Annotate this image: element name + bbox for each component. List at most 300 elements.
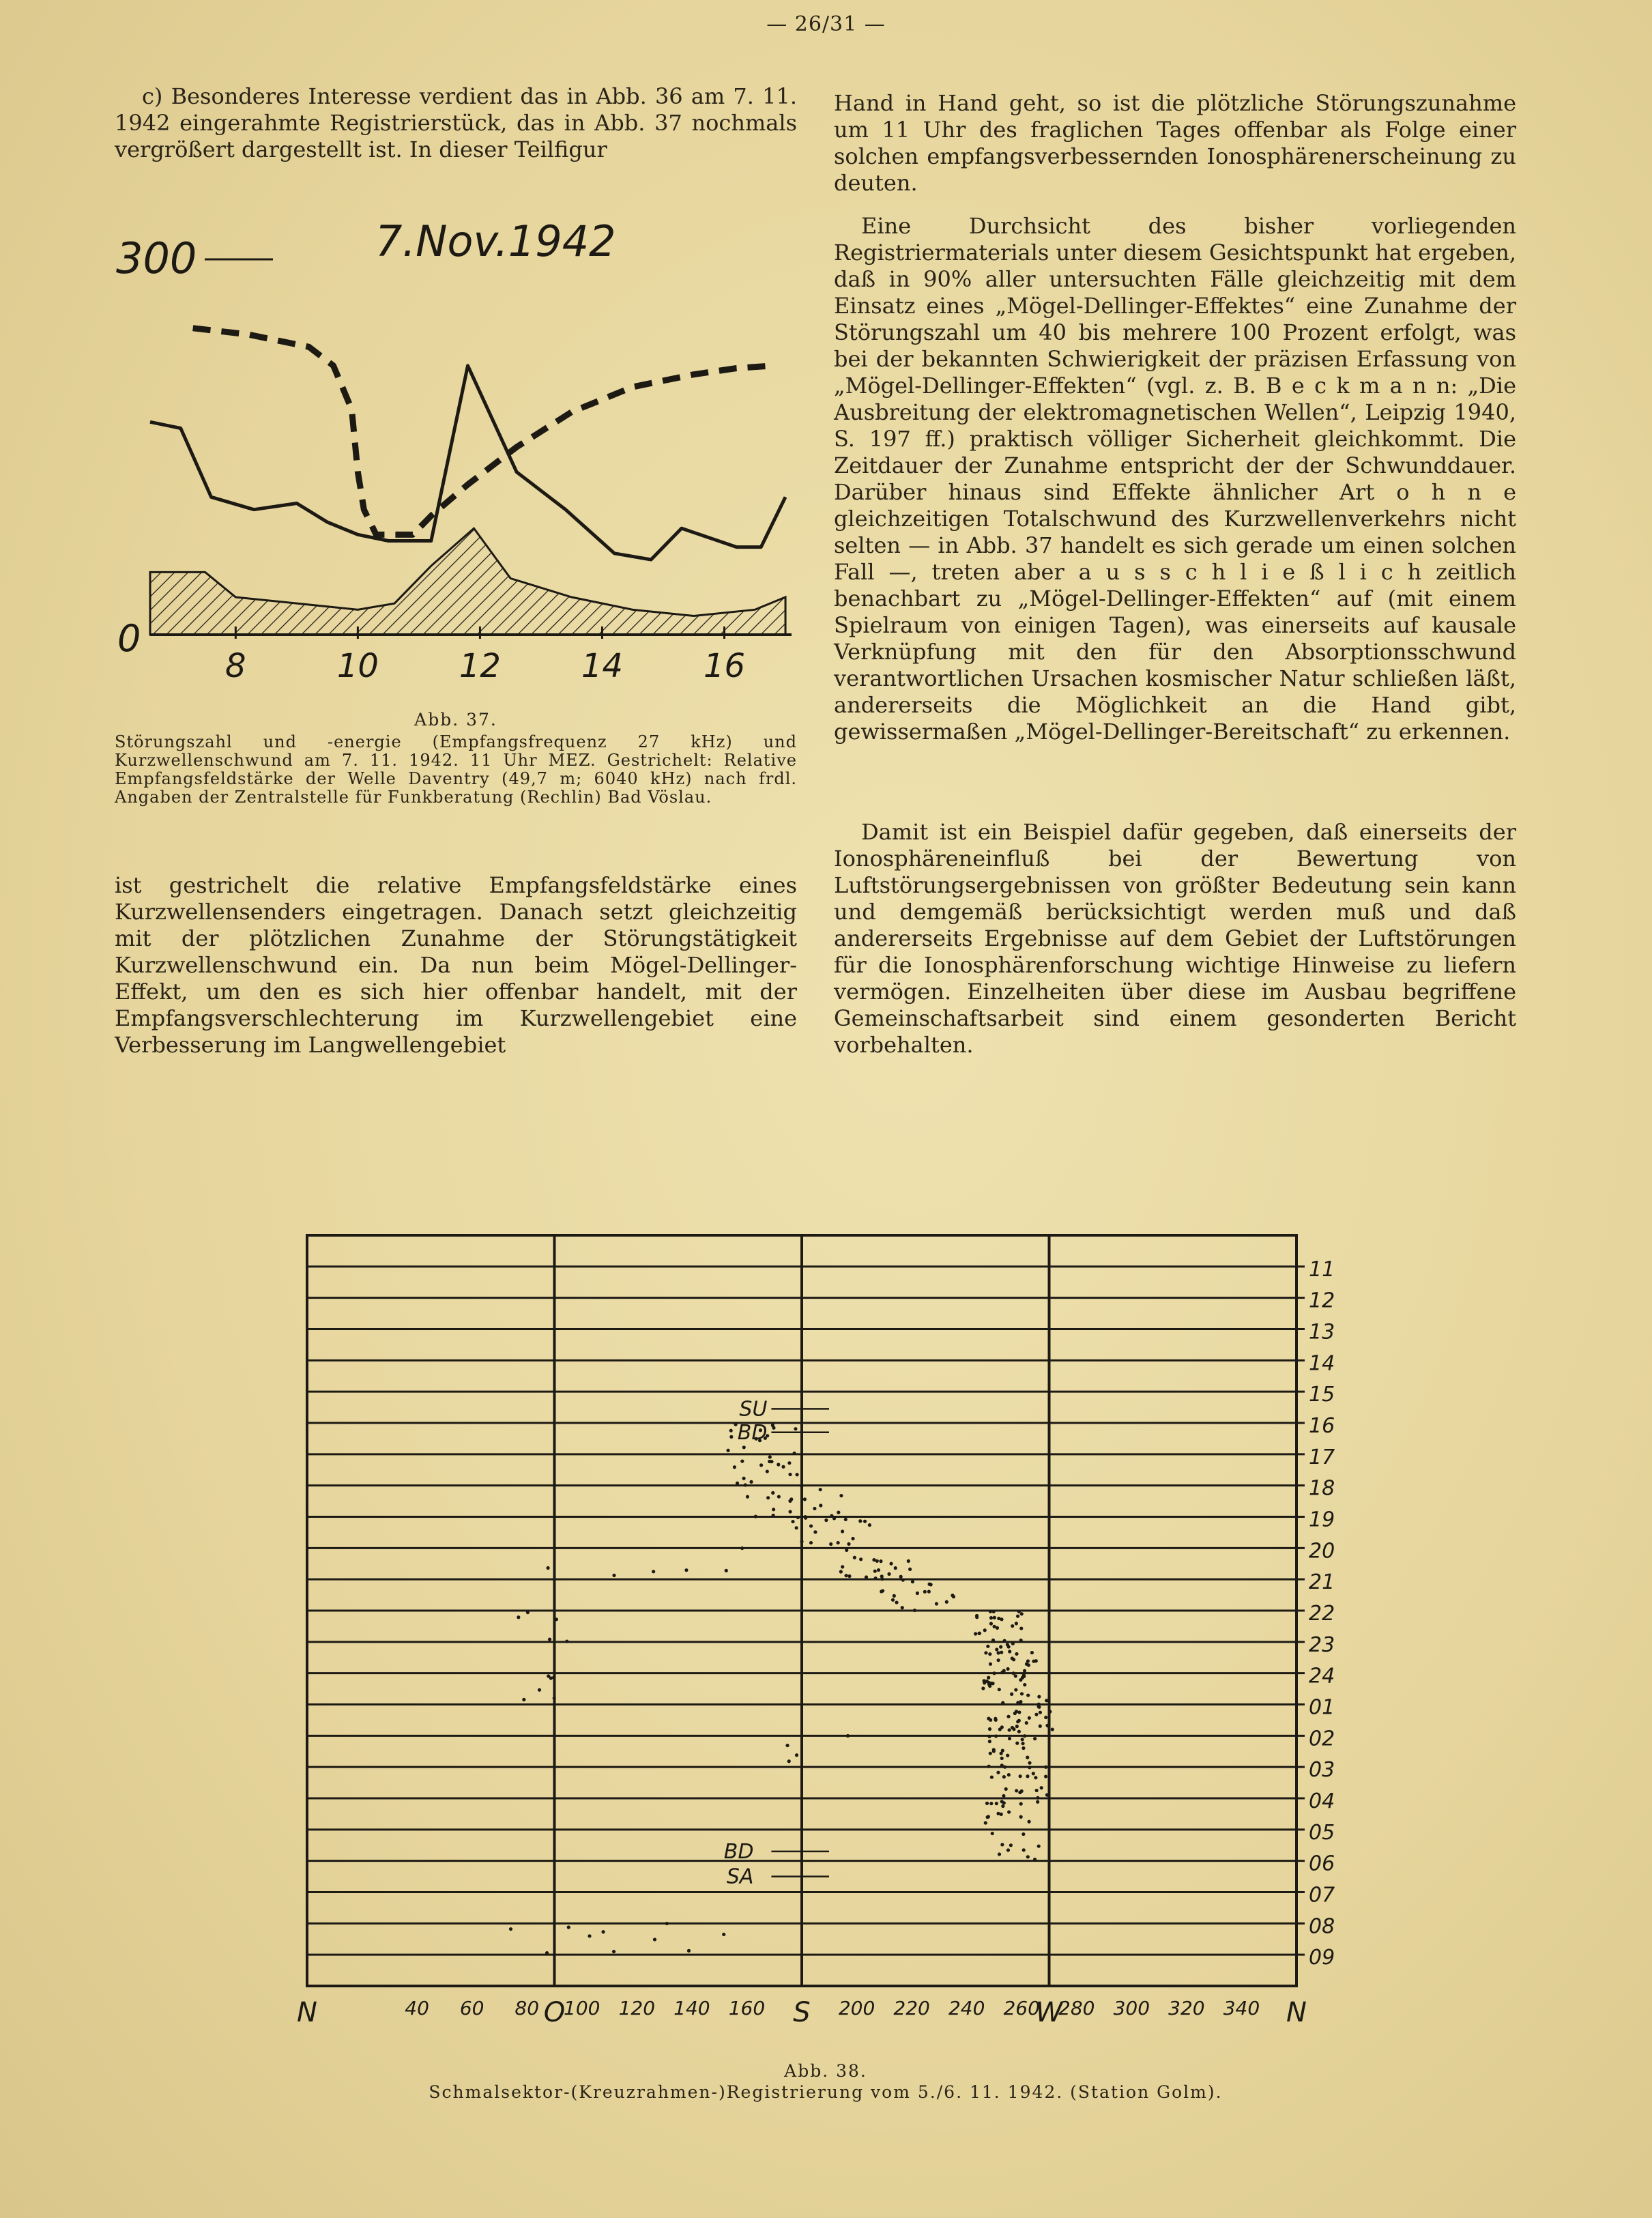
abb37-chart bbox=[109, 205, 798, 685]
abb38-dot bbox=[725, 1569, 728, 1572]
abb38-dot bbox=[612, 1950, 615, 1953]
abb38-dot bbox=[1028, 1766, 1031, 1769]
abb38-dot bbox=[1015, 1789, 1018, 1792]
abb38-ytick-12: 12 bbox=[1309, 1288, 1335, 1313]
abb38-dot bbox=[846, 1734, 850, 1738]
abb38-dot bbox=[872, 1558, 875, 1561]
abb38-dot bbox=[772, 1514, 775, 1517]
abb38-dot bbox=[1008, 1737, 1011, 1740]
abb38-dot bbox=[951, 1594, 954, 1597]
abb38-dot bbox=[1007, 1728, 1011, 1731]
abb38-dot bbox=[985, 1680, 989, 1683]
abb38-dot bbox=[1008, 1650, 1011, 1653]
abb38-dot bbox=[1015, 1652, 1018, 1656]
abb38-dot bbox=[995, 1802, 998, 1805]
abb38-dot bbox=[945, 1600, 948, 1604]
abb38-title: Abb. 38. bbox=[784, 2061, 867, 2081]
abb38-dot bbox=[722, 1933, 725, 1936]
paragraph-right-2: Eine Durchsicht des bisher vorliegenden Registriermaterials unter diesem Gesichtspunkt hat ergeben, daß in 90% aller untersuchten Fälle gleichzeitig mit dem Einsatz eines „Mögel-Dellinger-Effektes“ eine Zunahme der Störungszahl um 40 bis mehrere 100 Prozent erfolgt, was bei der bekannten Schwierigkeit der präzisen Erfassung von „Mögel-Dellinger-Effekten“ (vgl. z. B. B e c k m a n n: „Die Ausbreitung der elektromagnetischen Wellen“, Leipzig 1940, S. 197 ff.) praktisch völliger Sicherheit gleichkommt. Die Zeitdauer der Zunahme entspricht der der Schwunddauer. Darüber hinaus sind Effekte ähnlicher Art o h n e gleichzeitigen Totalschwund des Kurzwellenverkehrs nicht selten — in Abb. 37 handelt es sich gerade um einen solchen Fall —, treten aber a u s s c h l i e ß l i c h zeitlich benachbart zu „Mögel-Dellinger-Effekten“ auf (mit einem Spielraum von einigen Tagen), was einerseits auf kausale Verknüpfung mit den für den Absorptionsschwund verantwortlichen Ursachen kosmischer Natur schließen läßt, andererseits die Möglichkeit an die Hand gibt, gewissermaßen „Mögel-Dellinger-Bereitschaft“ zu erkennen. bbox=[834, 213, 1516, 745]
abb38-ytick-02: 02 bbox=[1309, 1727, 1335, 1751]
abb38-dot bbox=[746, 1495, 749, 1499]
abb38-dot bbox=[787, 1759, 791, 1763]
abb38-dot bbox=[1021, 1676, 1024, 1680]
abb38-dot bbox=[1022, 1848, 1026, 1852]
abb38-dot bbox=[1002, 1775, 1006, 1778]
abb38-dot bbox=[809, 1541, 813, 1544]
abb38-dot bbox=[1037, 1695, 1041, 1698]
abb37-title: Abb. 37. bbox=[414, 710, 497, 730]
abb38-dot bbox=[844, 1518, 847, 1521]
abb38-dot bbox=[1033, 1737, 1037, 1740]
abb38-dot bbox=[772, 1508, 775, 1511]
abb38-dot bbox=[788, 1473, 792, 1476]
abb38-ytick-24: 24 bbox=[1309, 1664, 1335, 1688]
abb38-dot bbox=[687, 1949, 691, 1953]
abb38-xtick-280: 280 bbox=[1058, 1997, 1095, 2019]
abb38-dot bbox=[863, 1520, 867, 1523]
abb38-dot bbox=[927, 1590, 931, 1594]
abb38-marker-SA: SA bbox=[726, 1864, 754, 1889]
abb38-dot bbox=[729, 1435, 733, 1439]
abb38-dot bbox=[1048, 1710, 1052, 1713]
abb38-dot bbox=[1004, 1787, 1008, 1791]
abb38-xtick-220: 220 bbox=[893, 1997, 930, 2019]
abb38-dot bbox=[1011, 1656, 1014, 1660]
abb38-dot bbox=[837, 1541, 840, 1544]
abb38-dot bbox=[1019, 1639, 1023, 1642]
abb38-dot bbox=[981, 1686, 985, 1690]
abb38-dot bbox=[733, 1465, 736, 1469]
abb38-dot bbox=[1006, 1715, 1010, 1718]
abb38-dot bbox=[565, 1639, 568, 1643]
abb38-dot bbox=[989, 1718, 992, 1722]
abb38-dot bbox=[1007, 1773, 1011, 1776]
abb38-dot bbox=[987, 1765, 991, 1768]
abb38-dot bbox=[996, 1771, 1000, 1774]
abb38-xtick-100: 100 bbox=[564, 1997, 600, 2019]
abb38-xtick-N: N bbox=[297, 1997, 317, 2028]
abb38-ytick-22: 22 bbox=[1309, 1602, 1335, 1626]
abb38-dot bbox=[809, 1524, 813, 1527]
abb38-dot bbox=[601, 1930, 605, 1933]
abb38-dot bbox=[803, 1497, 807, 1501]
abb38-dot bbox=[1032, 1772, 1035, 1775]
abb38-dot bbox=[1045, 1699, 1048, 1702]
abb38-ytick-16: 16 bbox=[1309, 1414, 1335, 1438]
chart37-xtick-8: 8 bbox=[225, 647, 246, 685]
abb38-dot bbox=[986, 1815, 989, 1819]
abb38-xtick-320: 320 bbox=[1168, 1997, 1205, 2019]
abb38-dot bbox=[894, 1566, 897, 1570]
abb38-dot bbox=[1019, 1774, 1022, 1778]
abb38-dot bbox=[1027, 1663, 1030, 1667]
abb38-dot bbox=[770, 1460, 773, 1463]
chart37-xtick-12: 12 bbox=[459, 647, 501, 685]
abb38-dot bbox=[522, 1698, 525, 1701]
chart37-title: 7.Nov.1942 bbox=[375, 216, 616, 266]
abb38-dot bbox=[844, 1574, 847, 1577]
abb38-dot bbox=[1028, 1716, 1031, 1720]
abb38-dot bbox=[1015, 1622, 1018, 1625]
abb38-dot bbox=[984, 1651, 987, 1654]
abb38-dot bbox=[901, 1606, 904, 1609]
chart37-ytick-300: 300 bbox=[116, 233, 197, 283]
abb38-dot bbox=[989, 1752, 992, 1755]
abb38-xtick-40: 40 bbox=[405, 1997, 429, 2019]
abb38-dot bbox=[1017, 1730, 1021, 1733]
abb38-dot bbox=[1016, 1701, 1019, 1704]
abb38-dot bbox=[555, 1617, 558, 1621]
abb38-ytick-19: 19 bbox=[1309, 1508, 1335, 1532]
abb38-marker-SU: SU bbox=[739, 1397, 768, 1422]
abb38-dot bbox=[891, 1598, 895, 1602]
abb38-dot bbox=[873, 1576, 877, 1580]
abb38-dot bbox=[841, 1529, 844, 1533]
abb38-dot bbox=[887, 1572, 890, 1576]
abb38-dot bbox=[1044, 1766, 1047, 1769]
abb38-dot bbox=[998, 1688, 1001, 1691]
abb38-dot bbox=[813, 1507, 816, 1510]
abb38-dot bbox=[851, 1537, 854, 1540]
abb38-dot bbox=[1021, 1746, 1025, 1750]
abb38-dot bbox=[858, 1519, 862, 1523]
abb38-dot bbox=[1000, 1757, 1004, 1760]
abb38-dot bbox=[1000, 1651, 1003, 1654]
abb38-dot bbox=[791, 1520, 794, 1523]
abb38-dot bbox=[1015, 1742, 1019, 1745]
abb38-dot bbox=[1019, 1802, 1023, 1806]
abb38-dot bbox=[1000, 1800, 1004, 1803]
abb38-dot bbox=[1017, 1610, 1021, 1613]
abb38-dot bbox=[907, 1559, 910, 1563]
abb38-dot bbox=[819, 1488, 822, 1491]
abb38-dot bbox=[1001, 1748, 1004, 1752]
abb38-dot bbox=[726, 1449, 729, 1452]
abb38-xtick-160: 160 bbox=[728, 1997, 766, 2019]
abb38-dot bbox=[1034, 1776, 1037, 1779]
abb38-dot bbox=[975, 1615, 979, 1619]
abb38-dot bbox=[868, 1523, 871, 1527]
abb38-dot bbox=[1036, 1796, 1039, 1800]
abb38-dot bbox=[1006, 1667, 1009, 1671]
abb38-dot bbox=[839, 1570, 843, 1573]
abb38-dot bbox=[1012, 1727, 1015, 1731]
abb38-dot bbox=[998, 1852, 1001, 1856]
abb38-dot bbox=[1018, 1791, 1021, 1794]
abb38-dot bbox=[1015, 1725, 1019, 1728]
abb38-dot bbox=[1020, 1692, 1024, 1695]
abb38-dot bbox=[789, 1497, 793, 1501]
abb38-dot bbox=[865, 1575, 868, 1579]
chart37-xtick-10: 10 bbox=[336, 647, 379, 685]
abb38-dot bbox=[984, 1821, 987, 1824]
abb38-dot bbox=[781, 1465, 785, 1469]
abb38-dot bbox=[787, 1461, 791, 1465]
abb38-dot bbox=[1021, 1742, 1024, 1745]
abb38-dot bbox=[929, 1583, 933, 1586]
abb38-dot bbox=[985, 1802, 989, 1805]
paragraph-right-1: Hand in Hand geht, so ist die plötzliche Störungszunahme um 11 Uhr des fraglichen Tages offenbar als Folge einer solchen empfangsverbessernden Ionosphärenerscheinung zu deuten. bbox=[834, 90, 1516, 196]
abb38-dot bbox=[880, 1577, 884, 1581]
abb38-dot bbox=[588, 1934, 591, 1938]
abb38-ytick-23: 23 bbox=[1309, 1632, 1335, 1657]
abb38-dot bbox=[893, 1594, 896, 1598]
abb38-dot bbox=[759, 1463, 763, 1467]
abb38-dot bbox=[879, 1559, 882, 1563]
abb38-dot bbox=[795, 1473, 798, 1476]
abb38-dot bbox=[829, 1542, 832, 1546]
abb38-dot bbox=[1047, 1725, 1050, 1728]
abb38-ytick-09: 09 bbox=[1309, 1946, 1335, 1970]
abb38-dot bbox=[1033, 1858, 1037, 1861]
abb38-dot bbox=[804, 1515, 807, 1518]
abb38-dot bbox=[913, 1609, 916, 1612]
abb38-dot bbox=[729, 1429, 733, 1432]
abb38-dot bbox=[795, 1753, 798, 1757]
abb38-ytick-06: 06 bbox=[1309, 1852, 1335, 1876]
abb38-dot bbox=[740, 1459, 744, 1463]
abb38-dot bbox=[1026, 1659, 1030, 1662]
abb38-dot bbox=[987, 1676, 990, 1680]
abb38-dot bbox=[766, 1496, 770, 1499]
abb38-dot bbox=[740, 1546, 744, 1550]
abb38-dot bbox=[996, 1658, 1000, 1662]
abb38-xtick-O: O bbox=[543, 1997, 566, 2028]
page-number: — 26/31 — bbox=[766, 12, 886, 36]
abb38-dot bbox=[1020, 1612, 1024, 1615]
abb38-dot bbox=[1028, 1820, 1031, 1824]
abb38-dot bbox=[665, 1922, 669, 1925]
abb38-dot bbox=[988, 1740, 991, 1743]
abb38-dot bbox=[1040, 1786, 1043, 1789]
abb38-dot bbox=[517, 1615, 520, 1619]
chart37-xtick-16: 16 bbox=[703, 647, 746, 685]
abb38-dot bbox=[1003, 1766, 1006, 1769]
abb38-dot bbox=[880, 1589, 883, 1593]
abb38-dot bbox=[793, 1452, 796, 1455]
abb38-dot bbox=[995, 1647, 998, 1651]
abb38-dot bbox=[991, 1639, 995, 1642]
abb38-dot bbox=[1030, 1651, 1034, 1654]
abb38-dot bbox=[684, 1568, 688, 1572]
abb38-dot bbox=[1045, 1794, 1049, 1797]
abb38-xtick-140: 140 bbox=[673, 1997, 710, 2019]
abb38-dot bbox=[996, 1626, 999, 1630]
abb38-dot bbox=[1051, 1728, 1054, 1731]
abb38-dot bbox=[935, 1602, 938, 1605]
abb38-dot bbox=[1014, 1688, 1017, 1691]
abb38-dot bbox=[800, 1484, 803, 1488]
abb38-ytick-17: 17 bbox=[1309, 1445, 1335, 1469]
abb38-xtick-260: 260 bbox=[1003, 1997, 1040, 2019]
abb38-dot bbox=[1037, 1845, 1041, 1848]
abb38-dot bbox=[873, 1570, 877, 1573]
abb38-dot bbox=[1007, 1811, 1011, 1814]
abb38-dot bbox=[795, 1526, 798, 1529]
abb38-dot bbox=[1036, 1800, 1039, 1804]
abb38-dot bbox=[1006, 1848, 1010, 1852]
abb38-dot bbox=[901, 1579, 905, 1582]
abb38-xtick-60: 60 bbox=[459, 1997, 484, 2019]
abb38-dot bbox=[800, 1540, 803, 1543]
abb38-dot bbox=[771, 1491, 774, 1495]
abb38-dot bbox=[526, 1611, 530, 1614]
abb38-ytick-14: 14 bbox=[1309, 1351, 1335, 1376]
abb38-dot bbox=[1000, 1671, 1004, 1674]
abb38-dot bbox=[538, 1688, 541, 1692]
abb38-dot bbox=[744, 1483, 747, 1486]
abb38-dot bbox=[1001, 1804, 1004, 1808]
abb38-dot bbox=[547, 1566, 550, 1570]
abb38-dot bbox=[1013, 1712, 1017, 1715]
abb38-dot bbox=[1000, 1843, 1004, 1846]
abb38-dot bbox=[987, 1735, 991, 1738]
abb38-xtick-N: N bbox=[1286, 1997, 1307, 2028]
abb38-dot bbox=[785, 1744, 789, 1747]
abb38-dot bbox=[1001, 1701, 1004, 1705]
chart37-ytick-0: 0 bbox=[117, 617, 141, 660]
abb38-dot bbox=[999, 1645, 1002, 1649]
abb38-ytick-05: 05 bbox=[1309, 1820, 1335, 1845]
abb38-dot bbox=[983, 1628, 987, 1632]
abb38-dot bbox=[1011, 1642, 1015, 1645]
abb38-dot bbox=[1026, 1855, 1030, 1858]
abb38-dot bbox=[567, 1925, 570, 1929]
abb38-dot bbox=[1007, 1645, 1011, 1648]
abb38-dot bbox=[1023, 1683, 1026, 1686]
abb38-dot bbox=[742, 1477, 745, 1480]
abb38-dot bbox=[612, 1574, 615, 1577]
abb38-dot bbox=[839, 1494, 843, 1497]
abb38-dot bbox=[992, 1671, 996, 1675]
abb38-dot bbox=[991, 1832, 994, 1835]
abb38-dot bbox=[1012, 1671, 1015, 1675]
abb38-dot bbox=[796, 1516, 800, 1519]
abb38-xtick-300: 300 bbox=[1113, 1997, 1150, 2019]
abb38-dot bbox=[652, 1570, 655, 1573]
abb38-dot bbox=[974, 1632, 977, 1635]
abb38-dot bbox=[832, 1516, 836, 1520]
abb38-dot bbox=[749, 1480, 753, 1484]
abb38-dot bbox=[994, 1734, 998, 1738]
abb38-dot bbox=[1035, 1789, 1039, 1792]
abb38-dot bbox=[772, 1426, 775, 1430]
abb38-dot bbox=[986, 1645, 989, 1648]
abb38-dot bbox=[1025, 1721, 1028, 1725]
abb38-ytick-04: 04 bbox=[1309, 1789, 1335, 1813]
abb38-dot bbox=[1026, 1693, 1030, 1697]
abb38-dot bbox=[911, 1580, 914, 1583]
abb38-dot bbox=[895, 1600, 898, 1604]
abb38-ytick-15: 15 bbox=[1309, 1383, 1335, 1407]
abb38-dot bbox=[988, 1684, 991, 1688]
abb38-dot bbox=[1017, 1710, 1021, 1714]
abb38-dot bbox=[548, 1638, 551, 1641]
paragraph-left-bottom: ist gestrichelt die relative Empfangsfeldstärke eines Kurzwellensenders eingetragen. Danach setzt gleichzeitig mit der plötzlichen Zunahme der Störungstätigkeit Kurzwellenschwund ein. Da nun beim Mögel-Dellinger-Effekt, um den es sich hier offenbar handelt, mit der Empfangsverschlechterung im Kurzwellengebiet eine Verbesserung im Langwellengebiet bbox=[115, 872, 797, 1058]
abb38-dot bbox=[992, 1749, 996, 1753]
abb38-ytick-08: 08 bbox=[1309, 1914, 1335, 1939]
abb38-dot bbox=[996, 1651, 1000, 1654]
abb38-dot bbox=[978, 1632, 981, 1635]
abb38-dot bbox=[1028, 1761, 1031, 1765]
abb38-dot bbox=[1039, 1725, 1042, 1728]
abb38-xtick-340: 340 bbox=[1223, 1997, 1260, 2019]
abb38-dot bbox=[908, 1568, 912, 1571]
abb38-dot bbox=[1003, 1639, 1006, 1643]
abb38-dot bbox=[923, 1590, 927, 1594]
abb38-dot bbox=[824, 1518, 828, 1522]
series-stoerungsenergie-area bbox=[150, 528, 785, 635]
abb38-dot bbox=[754, 1514, 757, 1518]
abb38-xtick-120: 120 bbox=[618, 1997, 656, 2019]
abb38-dot bbox=[889, 1562, 893, 1566]
abb38-xtick-200: 200 bbox=[838, 1997, 875, 2019]
abb38-ytick-01: 01 bbox=[1309, 1695, 1335, 1720]
abb38-dot bbox=[988, 1727, 991, 1731]
abb38-dot bbox=[1014, 1674, 1017, 1677]
abb38-dot bbox=[553, 1697, 556, 1700]
abb38-dot bbox=[993, 1616, 996, 1619]
abb38-dot bbox=[1026, 1756, 1029, 1759]
abb38-dot bbox=[788, 1510, 792, 1513]
paragraph-right-3: Damit ist ein Beispiel dafür gegeben, daß einerseits der Ionosphäreneinfluß bei der Bewertung von Luftstörungsergebnissen von größter Bedeutung sein kann und demgemäß berücksichtigt werden muß und daß andererseits Ergebnisse auf dem Gebiet der Luftstörungen für die Ionosphärenforschung wichtige Hinweise zu liefern vermögen. Einzelheiten über diese im Ausbau begriffene Gemeinschaftsarbeit sind einem gesonderten Bericht vorbehalten. bbox=[834, 819, 1516, 1058]
abb38-dot bbox=[1026, 1774, 1029, 1778]
abb38-dot bbox=[819, 1503, 822, 1507]
abb38-dot bbox=[1019, 1626, 1023, 1630]
abb38-dot bbox=[1000, 1813, 1003, 1816]
abb38-xtick-240: 240 bbox=[948, 1997, 985, 2019]
abb38-dot bbox=[794, 1427, 797, 1430]
abb38-dot bbox=[830, 1514, 833, 1517]
abb38-dot bbox=[1021, 1832, 1025, 1836]
abb38-dot bbox=[813, 1530, 817, 1533]
abb37-caption: Störungszahl und -energie (Empfangsfrequenz 27 kHz) und Kurzwellenschwund am 7. 11. 1942. 11 Uhr MEZ. Gestrichelt: Relative Empfangsfeldstärke der Welle Daventry (49,7 m; 6040 kHz) nach frdl. Angaben der Zentralstelle für Funkberatung (Rechlin) Bad Vöslau. bbox=[115, 732, 797, 807]
abb38-ytick-18: 18 bbox=[1309, 1476, 1335, 1501]
abb38-ytick-03: 03 bbox=[1309, 1758, 1335, 1783]
abb38-ytick-11: 11 bbox=[1309, 1257, 1335, 1282]
abb38-dot bbox=[1002, 1794, 1005, 1798]
abb38-dot bbox=[736, 1482, 739, 1485]
abb38-dot bbox=[989, 1610, 992, 1613]
abb38-dot bbox=[853, 1556, 856, 1559]
abb38-dot bbox=[994, 1717, 997, 1720]
abb38-dot bbox=[1021, 1738, 1024, 1741]
abb38-dot bbox=[545, 1951, 549, 1955]
abb38-dot bbox=[1009, 1843, 1013, 1847]
abb38-caption: Schmalsektor-(Kreuzrahmen-)Registrierung vom 5./6. 11. 1942. (Station Golm). bbox=[429, 2082, 1223, 2102]
abb38-ytick-21: 21 bbox=[1309, 1570, 1335, 1595]
abb38-ytick-20: 20 bbox=[1309, 1539, 1335, 1564]
abb38-dot bbox=[742, 1445, 746, 1449]
abb38-dot bbox=[1044, 1716, 1047, 1719]
abb38-dot bbox=[1034, 1659, 1038, 1662]
abb38-dot bbox=[549, 1676, 553, 1680]
abb38-dot bbox=[1023, 1734, 1026, 1738]
abb38-ytick-07: 07 bbox=[1309, 1883, 1335, 1907]
abb38-dot bbox=[777, 1495, 781, 1498]
abb38-dot bbox=[1039, 1711, 1042, 1714]
abb38-dot bbox=[1010, 1693, 1013, 1696]
abb38-dot bbox=[1011, 1624, 1014, 1628]
abb38-dot bbox=[899, 1575, 903, 1579]
abb38-dot bbox=[847, 1574, 851, 1578]
paragraph-left-top: c) Besonderes Interesse verdient das in Abb. 36 am 7. 11. 1942 eingerahmte Registrierstück, das in Abb. 37 nochmals vergrößert dargestellt ist. In dieser Teilfigur bbox=[115, 83, 797, 162]
abb38-dot bbox=[992, 1610, 996, 1613]
abb38-ytick-13: 13 bbox=[1309, 1320, 1335, 1344]
series-empfangsfeldstaerke-line bbox=[193, 328, 773, 535]
abb38-dot bbox=[989, 1622, 993, 1626]
chart37-xtick-14: 14 bbox=[581, 647, 624, 685]
